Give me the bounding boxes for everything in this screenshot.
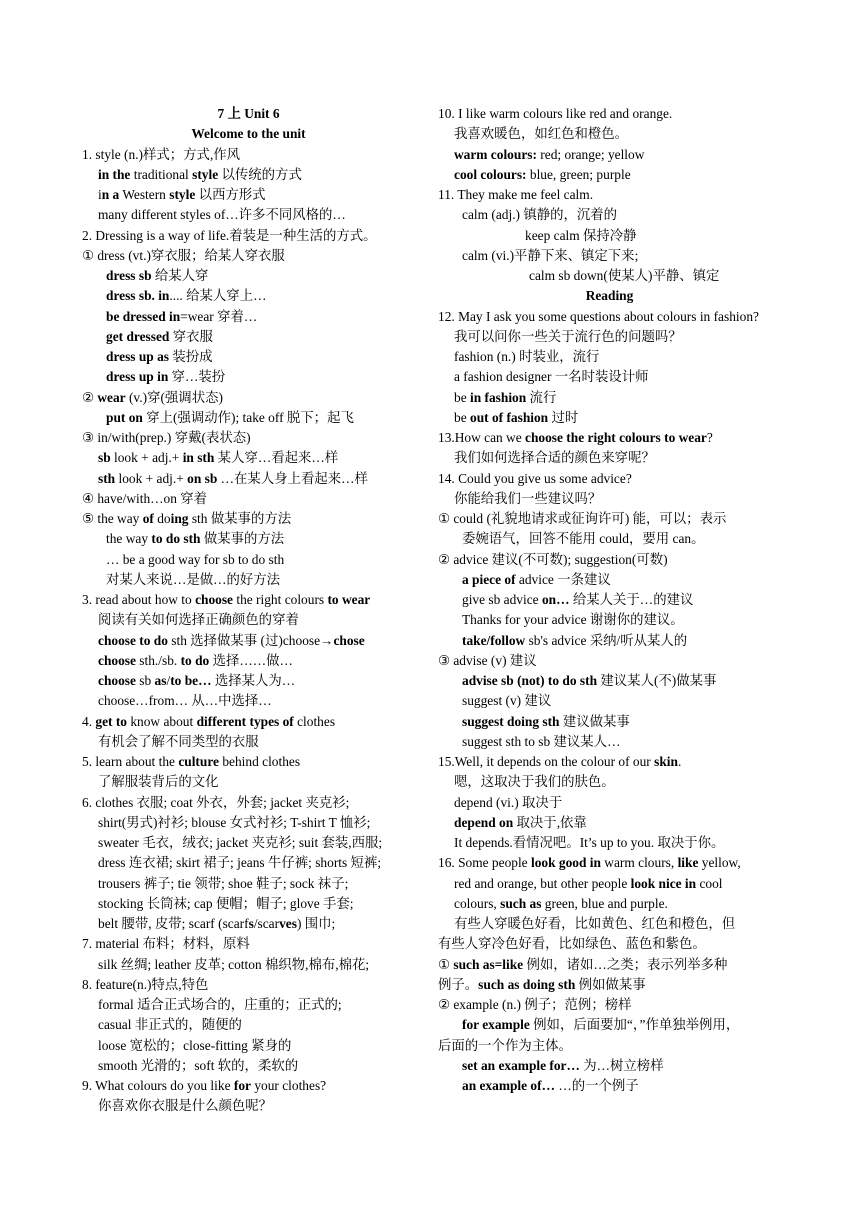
text-line xyxy=(82,712,415,732)
text-segment: ① xyxy=(438,956,454,972)
bold-phrase: sb xyxy=(98,450,111,466)
text-segment: many different styles of…许多不同风格的… xyxy=(98,207,346,223)
text-segment: calm (adj.) 镇静的，沉着的 xyxy=(462,207,618,223)
bold-phrase: an example of… xyxy=(462,1078,555,1093)
text-line xyxy=(438,509,781,529)
text-line xyxy=(438,772,781,792)
text-segment: .... 给某人穿上… xyxy=(169,288,267,304)
text-segment: …的一个例子 xyxy=(554,1078,639,1093)
text-segment: be xyxy=(454,389,470,405)
text-segment: formal 适合正式场合的，庄重的；正式的; xyxy=(98,997,342,1012)
bold-phrase: dress up as xyxy=(106,349,170,364)
text-segment: ③ advise (v) 建议 xyxy=(438,652,537,668)
bold-phrase: cool colours: xyxy=(454,166,527,182)
text-segment: trousers 裤子; tie 领带; shoe 鞋子; sock 袜子; xyxy=(98,875,349,891)
text-segment: 2. Dressing is a way of life.着装是一种生活的方式。 xyxy=(82,227,377,243)
bold-phrase: s xyxy=(248,916,254,931)
text-segment: ) 围巾; xyxy=(296,916,336,931)
bold-phrase: in sth xyxy=(182,450,215,466)
right-column xyxy=(438,104,781,1096)
text-line xyxy=(438,448,781,468)
bold-phrase: on sb xyxy=(187,470,218,486)
text-line xyxy=(82,894,415,914)
text-line xyxy=(438,1036,781,1056)
text-line xyxy=(438,1056,781,1076)
text-line xyxy=(82,955,415,975)
text-segment: choose…from… 从…中选择… xyxy=(98,693,272,709)
text-segment: 过时 xyxy=(548,409,579,425)
text-segment: Thanks for your advice 谢谢你的建议。 xyxy=(462,612,684,628)
bold-phrase: in the xyxy=(98,166,131,182)
text-line xyxy=(82,975,415,995)
text-line xyxy=(82,165,415,185)
bold-phrase: Welcome to the unit xyxy=(191,126,306,142)
text-segment: 你能给我们一些建议吗？ xyxy=(454,490,602,506)
bold-phrase: look nice in xyxy=(630,875,697,891)
text-line xyxy=(438,327,781,347)
text-line xyxy=(438,712,781,732)
bold-phrase: of xyxy=(142,511,154,526)
text-line xyxy=(82,367,415,387)
text-line xyxy=(438,1015,781,1035)
text-segment: be xyxy=(454,409,470,425)
text-segment: 选择某人为… xyxy=(211,673,296,688)
text-segment: red and orange, but other people xyxy=(454,875,631,891)
text-segment: 穿…装扮 xyxy=(168,369,226,385)
text-line xyxy=(438,894,781,914)
bold-phrase: look good in xyxy=(530,855,601,871)
text-segment: 建议某人(不)做某事 xyxy=(597,673,717,688)
text-line xyxy=(82,327,415,347)
text-segment: 例如，后面要加“，”作单独举例用， xyxy=(529,1017,740,1033)
text-segment: 9. What colours do you like xyxy=(82,1078,234,1093)
text-segment: … be a good way for sb to do sth xyxy=(106,551,285,567)
text-segment: . xyxy=(677,754,682,769)
bold-phrase: wear xyxy=(97,389,126,405)
text-segment: 后面的一个作为主体。 xyxy=(438,1037,572,1053)
bold-phrase: choose xyxy=(98,652,136,668)
text-line xyxy=(438,671,781,691)
text-segment: look + adj.+ xyxy=(115,470,188,486)
bold-phrase: choose the right colours to wear xyxy=(525,430,707,445)
text-line xyxy=(438,975,781,995)
bold-phrase: 7 上 Unit 6 xyxy=(217,106,280,121)
text-segment: /scar xyxy=(253,916,280,931)
text-line xyxy=(82,995,415,1015)
text-line xyxy=(438,813,781,833)
text-line xyxy=(82,874,415,894)
left-column xyxy=(82,104,415,1117)
text-line xyxy=(438,469,781,489)
text-line xyxy=(82,671,415,691)
text-line xyxy=(82,104,415,124)
text-segment: yellow, xyxy=(698,855,741,871)
text-line xyxy=(438,124,781,144)
text-line xyxy=(82,408,415,428)
text-segment: 我可以问你一些关于流行色的问题吗？ xyxy=(454,328,682,344)
text-segment: ⑤ the way xyxy=(82,511,143,526)
text-line xyxy=(82,246,415,266)
bold-phrase: for example xyxy=(462,1017,530,1033)
text-line xyxy=(82,448,415,468)
bold-phrase: be dressed in xyxy=(106,308,181,324)
text-segment: ① dress (vt.)穿衣服；给某人穿衣服 xyxy=(82,247,285,263)
bold-phrase: choose xyxy=(98,673,136,688)
text-line xyxy=(438,489,781,509)
text-segment: 做某事的方法 xyxy=(200,531,285,547)
text-segment: 1. style (n.)样式；方式,作风 xyxy=(82,146,241,162)
text-segment: 7. material 布料；材料，原料 xyxy=(82,936,250,952)
text-segment: ② example (n.) 例子；范例；榜样 xyxy=(438,997,632,1012)
text-segment: your clothes? xyxy=(250,1078,327,1093)
bold-phrase: for xyxy=(233,1078,251,1093)
text-line xyxy=(82,307,415,327)
text-line xyxy=(438,266,781,286)
text-line xyxy=(438,428,781,448)
bold-phrase: set an example for… xyxy=(462,1057,580,1073)
text-segment: do xyxy=(153,511,171,526)
text-segment: ③ in/with(prep.) 穿戴(表状态) xyxy=(82,430,251,445)
text-segment: red; orange; yellow xyxy=(536,146,645,162)
text-line xyxy=(82,631,415,651)
text-segment: 某人穿…看起来…样 xyxy=(214,450,339,466)
text-segment: 14. Could you give us some advice? xyxy=(438,470,632,486)
bold-phrase: in fashion xyxy=(470,389,527,405)
text-segment: sth 做某事的方法 xyxy=(188,511,292,526)
text-segment: ④ have/with…on 穿着 xyxy=(82,490,208,506)
text-segment: the way xyxy=(106,531,152,547)
text-line xyxy=(438,347,781,367)
text-line xyxy=(82,833,415,853)
text-segment: 13.How can we xyxy=(438,430,526,445)
text-line xyxy=(82,590,415,610)
text-line xyxy=(438,286,781,306)
text-line xyxy=(82,529,415,549)
text-segment: / xyxy=(166,673,171,688)
text-segment: 以西方形式 xyxy=(195,187,266,202)
text-segment: stocking 长筒袜; cap 便帽；帽子; glove 手套; xyxy=(98,895,354,911)
bold-phrase: take/follow xyxy=(462,632,526,648)
text-segment: 给某人穿 xyxy=(151,268,209,283)
text-segment: 阅读有关如何选择正确颜色的穿着 xyxy=(98,612,299,628)
text-line xyxy=(82,772,415,792)
text-line xyxy=(82,1015,415,1035)
bold-phrase: to do xyxy=(180,652,210,668)
bold-phrase: culture xyxy=(178,754,219,769)
text-segment: …在某人身上看起来…样 xyxy=(217,470,368,486)
text-line xyxy=(82,145,415,165)
text-line xyxy=(82,469,415,489)
text-segment: 取决于,依靠 xyxy=(513,814,587,830)
text-segment: cool xyxy=(696,875,723,891)
text-line xyxy=(438,307,781,327)
text-segment: 对某人来说…是做…的好方法 xyxy=(106,571,281,587)
text-segment: sb's advice 采纳/听从某人的 xyxy=(525,632,688,648)
bold-phrase: depend on xyxy=(454,814,514,830)
text-segment: 流行 xyxy=(526,389,557,405)
text-segment: 装扮成 xyxy=(169,349,213,364)
text-segment: loose 宽松的；close-fitting 紧身的 xyxy=(98,1037,292,1053)
text-segment: suggest sth to sb 建议某人… xyxy=(462,733,621,749)
text-segment: 委婉语气，回答不能用 could，要用 can。 xyxy=(462,531,705,547)
bold-phrase: style xyxy=(192,166,219,182)
text-segment: ② advice 建议(不可数); suggestion(可数) xyxy=(438,551,668,567)
text-line xyxy=(82,793,415,813)
bold-phrase: to do sth xyxy=(151,531,201,547)
text-line xyxy=(438,367,781,387)
text-segment: advice 一条建议 xyxy=(515,571,611,587)
bold-phrase: ing xyxy=(170,511,189,526)
text-segment: colours, xyxy=(454,895,501,911)
bold-phrase: to be… xyxy=(170,673,212,688)
text-segment: smooth 光滑的；soft 软的，柔软的 xyxy=(98,1057,299,1073)
text-segment: clothes xyxy=(293,713,336,729)
text-line xyxy=(438,165,781,185)
text-segment: dress 连衣裙; skirt 裙子; jeans 牛仔裤; shorts 短裤; xyxy=(98,855,382,871)
text-segment: 例子。 xyxy=(438,976,479,992)
text-segment: ? xyxy=(706,430,713,445)
text-line xyxy=(438,995,781,1015)
text-line xyxy=(438,246,781,266)
bold-phrase: on… xyxy=(541,592,570,607)
text-segment: 12. May I ask you some questions about colours in fashion? xyxy=(438,308,759,324)
text-line xyxy=(82,1056,415,1076)
bold-phrase: out of fashion xyxy=(470,409,549,425)
bold-phrase: suggest doing sth xyxy=(462,713,560,729)
text-line xyxy=(82,286,415,306)
bold-phrase: skin xyxy=(654,754,678,769)
text-line xyxy=(438,550,781,570)
text-segment: 为…树立榜样 xyxy=(579,1057,664,1073)
bold-phrase: different types of xyxy=(196,713,294,729)
bold-phrase: advise sb (not) to do sth xyxy=(462,673,598,688)
text-line xyxy=(438,388,781,408)
text-line xyxy=(438,205,781,225)
text-segment: i xyxy=(98,187,102,202)
text-segment: green, blue and purple. xyxy=(541,895,668,911)
text-line xyxy=(82,124,415,144)
text-line xyxy=(82,691,415,711)
text-line xyxy=(82,428,415,448)
bold-phrase: ves xyxy=(279,916,297,931)
text-segment: 给某人关于…的建议 xyxy=(569,592,694,607)
text-line xyxy=(438,651,781,671)
text-segment: sweater 毛衣，绒衣; jacket 夹克衫; suit 套装,西服; xyxy=(98,835,383,850)
bold-phrase: to wear xyxy=(327,592,371,607)
text-segment: 8. feature(n.)特点,特色 xyxy=(82,976,209,992)
text-segment: sth 选择做某事 (过)choose→ xyxy=(167,632,334,648)
bold-phrase: such as xyxy=(500,895,542,911)
text-line xyxy=(438,752,781,772)
text-line xyxy=(82,1076,415,1096)
text-segment: behind clothes xyxy=(218,754,301,769)
text-line xyxy=(438,914,781,934)
text-line xyxy=(82,205,415,225)
text-line xyxy=(82,185,415,205)
text-line xyxy=(438,185,781,205)
text-segment: 建议做某事 xyxy=(559,713,630,729)
text-segment: give sb advice xyxy=(462,592,542,607)
text-segment: 4. xyxy=(82,713,96,729)
text-segment: sb xyxy=(135,673,155,688)
text-line xyxy=(82,550,415,570)
text-segment: 以传统的方式 xyxy=(218,166,302,182)
text-segment: 了解服装背后的文化 xyxy=(98,774,219,790)
text-segment: know about xyxy=(127,713,197,729)
text-line xyxy=(438,732,781,752)
text-segment: 15.Well, it depends on the colour of our xyxy=(438,754,655,769)
text-segment: a fashion designer 一名时装设计师 xyxy=(454,369,649,385)
text-segment: 有些人穿冷色好看，比如绿色、蓝色和紫色。 xyxy=(438,936,706,952)
text-segment: 11. They make me feel calm. xyxy=(438,187,594,202)
text-line xyxy=(82,651,415,671)
text-line xyxy=(438,955,781,975)
text-segment: ① could (礼貌地请求或征询许可) 能，可以；表示 xyxy=(438,511,727,526)
text-line xyxy=(438,793,781,813)
text-line xyxy=(438,226,781,246)
text-line xyxy=(82,853,415,873)
text-segment: 我喜欢暖色，如红色和橙色。 xyxy=(454,126,629,142)
bold-phrase: warm colours: xyxy=(454,146,537,162)
text-line xyxy=(82,266,415,286)
text-segment: 6. clothes 衣服; coat 外衣，外套; jacket 夹克衫; xyxy=(82,794,350,810)
bold-phrase: style xyxy=(169,187,196,202)
text-segment: 3. read about how to xyxy=(82,592,196,607)
bold-phrase: dress sb. in xyxy=(106,288,170,304)
text-segment: 例如做某事 xyxy=(575,976,646,992)
text-line xyxy=(82,732,415,752)
text-segment: 穿衣服 xyxy=(169,328,213,344)
text-line xyxy=(438,874,781,894)
text-segment: look + adj.+ xyxy=(110,450,183,466)
text-segment: the right colours xyxy=(233,592,328,607)
text-segment: warm clours, xyxy=(600,855,678,871)
text-segment: 10. I like warm colours like red and orange. xyxy=(438,106,673,121)
text-segment: 16. Some people xyxy=(438,855,531,871)
bold-phrase: sth xyxy=(98,470,116,486)
text-line xyxy=(82,813,415,833)
text-segment: 我们如何选择合适的颜色来穿呢？ xyxy=(454,450,655,466)
text-line xyxy=(82,752,415,772)
text-line xyxy=(82,1096,415,1116)
text-segment: 例如，诸如…之类；表示列举多种 xyxy=(523,956,728,972)
text-line xyxy=(438,529,781,549)
text-line xyxy=(438,853,781,873)
bold-phrase: chose xyxy=(333,632,365,648)
text-segment: 有机会了解不同类型的衣服 xyxy=(98,733,259,749)
bold-phrase: dress up in xyxy=(106,369,169,385)
text-segment: belt 腰带, 皮带; scarf (scarf xyxy=(98,916,249,931)
text-segment: Western xyxy=(119,187,170,202)
text-segment: shirt(男式)衬衫; blouse 女式衬衫; T-shirt T 恤衫; xyxy=(98,814,371,830)
text-segment: calm (vi.)平静下来、镇定下来; xyxy=(462,247,639,263)
text-line xyxy=(438,610,781,630)
text-segment: sth./sb. xyxy=(135,652,181,668)
text-line xyxy=(82,347,415,367)
bold-phrase: n a xyxy=(101,187,120,202)
text-segment: It depends.看情况吧。It’s up to you. 取决于你。 xyxy=(454,835,725,850)
text-segment: 有些人穿暖色好看，比如黄色、红色和橙色，但 xyxy=(454,916,736,931)
text-line xyxy=(82,388,415,408)
text-line xyxy=(438,104,781,124)
text-line xyxy=(438,631,781,651)
text-segment: traditional xyxy=(130,166,193,182)
text-segment: casual 非正式的，随便的 xyxy=(98,1017,242,1033)
text-segment: silk 丝绸; leather 皮革; cotton 棉织物,棉布,棉花; xyxy=(98,956,370,972)
text-segment: blue, green; purple xyxy=(526,166,631,182)
bold-phrase: such as=like xyxy=(453,956,524,972)
text-line xyxy=(82,226,415,246)
text-segment: 你喜欢你衣服是什么颜色呢？ xyxy=(98,1098,273,1114)
text-segment: fashion (n.) 时装业，流行 xyxy=(454,349,600,364)
text-segment: keep calm 保持冷静 xyxy=(525,227,637,243)
bold-phrase: dress sb xyxy=(106,268,152,283)
text-line xyxy=(82,934,415,954)
text-line xyxy=(82,610,415,630)
bold-phrase: as xyxy=(154,673,167,688)
text-segment: calm sb down(使某人)平静、镇定 xyxy=(529,268,720,283)
text-line xyxy=(82,489,415,509)
text-line xyxy=(438,570,781,590)
text-segment: 嗯，这取决于我们的肤色。 xyxy=(454,774,615,790)
text-line xyxy=(438,145,781,165)
bold-phrase: a piece of xyxy=(462,571,516,587)
text-line xyxy=(82,570,415,590)
text-line xyxy=(438,934,781,954)
text-line xyxy=(82,914,415,934)
bold-phrase: choose xyxy=(195,592,233,607)
text-line xyxy=(82,509,415,529)
text-segment: depend (vi.) 取决于 xyxy=(454,794,563,810)
bold-phrase: like xyxy=(677,855,699,871)
text-segment: ② xyxy=(82,389,98,405)
text-line xyxy=(438,408,781,428)
bold-phrase: put on xyxy=(106,409,143,425)
text-segment: 穿上(强调动作); take off 脱下；起飞 xyxy=(142,409,354,425)
bold-phrase: such as doing sth xyxy=(478,976,576,992)
text-line xyxy=(438,691,781,711)
text-segment: (v.)穿(强调状态) xyxy=(125,389,223,405)
bold-phrase: choose to do xyxy=(98,632,168,648)
bold-phrase: get to xyxy=(95,713,127,729)
text-line xyxy=(82,1036,415,1056)
text-line xyxy=(438,833,781,853)
text-line xyxy=(438,590,781,610)
bold-phrase: Reading xyxy=(585,288,634,304)
bold-phrase: get dressed xyxy=(106,328,170,344)
text-segment: 选择……做… xyxy=(209,652,293,668)
text-segment: 5. learn about the xyxy=(82,754,179,769)
text-line xyxy=(438,1076,781,1096)
text-segment: suggest (v) 建议 xyxy=(462,693,552,709)
text-segment: =wear 穿着… xyxy=(180,308,258,324)
